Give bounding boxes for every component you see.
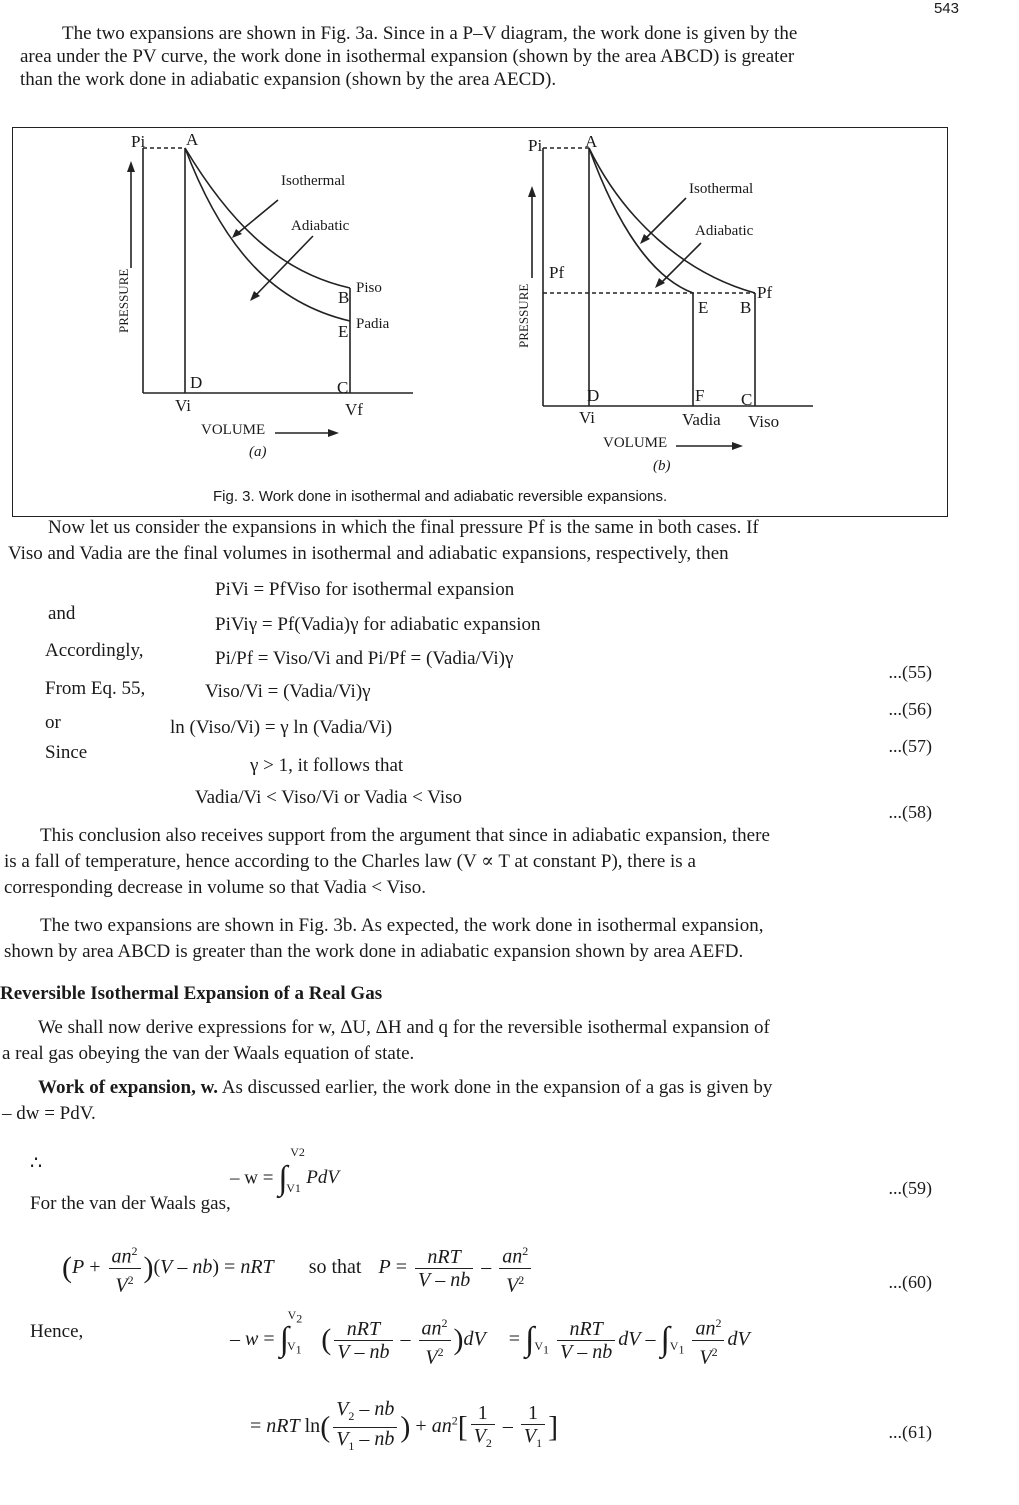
- figure-caption: Fig. 3. Work done in isothermal and adiabatic reversible expansions.: [213, 488, 668, 505]
- b-label-viso: Viso: [748, 412, 780, 431]
- para6-lead: Work of expansion, w.: [38, 1077, 219, 1098]
- b-label-B: B: [740, 298, 752, 317]
- b-label-F: F: [695, 386, 705, 405]
- a-label-vi: Vi: [175, 396, 191, 415]
- eq-56-number: ...(56): [888, 699, 932, 719]
- b-label-pressure: PRESSURE: [516, 283, 531, 348]
- eq-56: Viso/Vi = (Vadia/Vi)γ: [205, 681, 371, 702]
- b-adiabatic-curve: [589, 148, 693, 293]
- eq-61-number: ...(61): [888, 1422, 932, 1442]
- b-label-adiabatic: Adiabatic: [695, 223, 754, 239]
- eq59-upper: V2: [290, 1145, 305, 1160]
- eq-gamma: γ > 1, it follows that: [250, 755, 404, 776]
- a-iso-arrow: [238, 200, 278, 233]
- intro-line-3: than the work done in adiabatic expansion (shown by the area AECD).: [20, 69, 557, 90]
- eq-isothermal: PiVi = PfViso for isothermal expansion: [215, 579, 515, 600]
- para2-line-2: Viso and Vadia are the final volumes in isothermal and adiabatic expansions, respectively, then: [8, 543, 729, 564]
- eq60-sothat: so that: [308, 1255, 362, 1278]
- b-label-pf-left: Pf: [549, 263, 565, 282]
- eq-58-number: ...(58): [888, 802, 932, 822]
- a-label-padia: Padia: [356, 316, 390, 332]
- b-label-vadia: Vadia: [682, 410, 721, 429]
- a-label-vf: Vf: [345, 400, 363, 419]
- intro-line-2: area under the PV curve, the work done in isothermal expansion (shown by the area ABCD) is greater: [20, 46, 795, 67]
- a-label-volume: VOLUME: [201, 422, 266, 438]
- eq-57-number: ...(57): [888, 736, 932, 756]
- b-label-E: E: [698, 298, 709, 317]
- b-sublabel: (b): [653, 458, 671, 474]
- eq-58: Vadia/Vi < Viso/Vi or Vadia < Viso: [195, 787, 463, 808]
- figure-3: [12, 127, 948, 517]
- section-heading: Reversible Isothermal Expansion of a Real Gas: [0, 983, 383, 1004]
- eq59-lower: V1: [286, 1181, 301, 1196]
- eq-or: or: [45, 712, 61, 733]
- vdw-intro: For the van der Waals gas,: [30, 1193, 231, 1214]
- para6-text: As discussed earlier, the work done in the expansion of a gas is given by: [218, 1077, 773, 1098]
- a-label-A: A: [186, 130, 199, 149]
- para5-line-1: We shall now derive expressions for w, ΔU, ΔH and q for the reversible isothermal expansion of: [38, 1017, 770, 1038]
- eq59-body: PdV: [306, 1167, 339, 1189]
- eq-61-line-2: = nRT ln( $\frac{V_2 - nb}{V_1 - nb}$ ) + $an^2$[ $\frac{1}{V_2}$ – $\frac{1}{V_1}$ ]: [250, 1398, 559, 1453]
- b-label-A: A: [585, 132, 598, 151]
- eq59-lhs: – w =: [230, 1167, 274, 1189]
- eq-since: Since: [45, 742, 88, 763]
- a-label-C: C: [337, 378, 349, 397]
- eq59-integral-sign: ∫: [278, 1160, 288, 1197]
- eq-59: [230, 1145, 339, 1198]
- intro-line-1: The two expansions are shown in Fig. 3a. Since in a P–V diagram, the work done is given by the: [62, 23, 798, 44]
- eq-60-number: ...(60): [888, 1272, 932, 1292]
- a-pressure-arrowhead: [127, 161, 135, 172]
- eq-from55: From Eq. 55,: [45, 678, 146, 699]
- a-label-pi: Pi: [131, 132, 146, 151]
- eq-and: and: [48, 603, 76, 624]
- b-label-C: C: [741, 390, 753, 409]
- para4-line-2: shown by area ABCD is greater than the work done in adiabatic expansion shown by area AEFD.: [4, 941, 744, 962]
- a-volume-arrowhead: [328, 429, 339, 437]
- a-label-isothermal: Isothermal: [281, 173, 346, 189]
- b-volume-arrowhead: [732, 442, 743, 450]
- page-number: 543: [933, 0, 959, 17]
- b-pressure-arrowhead: [528, 186, 536, 197]
- a-label-pressure: PRESSURE: [116, 268, 131, 333]
- para5-line-2: a real gas obeying the van der Waals equation of state.: [2, 1043, 415, 1064]
- a-sublabel: (a): [249, 444, 267, 460]
- eq-accordingly: Accordingly,: [45, 640, 144, 661]
- eq-57: ln (Viso/Vi) = γ ln (Vadia/Vi): [170, 717, 393, 738]
- para3-line-1: This conclusion also receives support from the argument that since in adiabatic expansion, there: [40, 825, 770, 846]
- para6-line-2: – dw = PdV.: [2, 1103, 96, 1124]
- b-iso-arrow: [646, 198, 686, 238]
- a-label-D: D: [190, 373, 203, 392]
- a-label-adiabatic: Adiabatic: [291, 218, 350, 234]
- para4-line-1: The two expansions are shown in Fig. 3b. As expected, the work done in isothermal expansion,: [40, 915, 764, 936]
- eq-adiabatic: PiViγ = Pf(Vadia)γ for adiabatic expansion: [215, 614, 541, 635]
- b-label-volume: VOLUME: [603, 435, 668, 451]
- para3-line-3: corresponding decrease in volume so that Vadia < Viso.: [4, 877, 427, 898]
- para2-line-1: Now let us consider the expansions in which the final pressure Pf is the same in both cases. If: [48, 517, 759, 538]
- para3-line-2: is a fall of temperature, hence according to the Charles law (V ∝ T at constant P), there is a: [4, 851, 696, 872]
- b-label-pi: Pi: [528, 136, 543, 155]
- b-label-isothermal: Isothermal: [689, 181, 754, 197]
- figure-3-plots: [13, 128, 947, 516]
- para6-line-1: [38, 1076, 772, 1099]
- a-label-B: B: [338, 288, 350, 307]
- therefore-symbol: ∴: [30, 1153, 43, 1174]
- b-label-D: D: [587, 386, 600, 405]
- eq-55-number: ...(55): [888, 662, 932, 682]
- eq-59-number: ...(59): [888, 1178, 932, 1198]
- b-label-pf-right: Pf: [757, 283, 773, 302]
- eq-61-line-1: – $w = \int_{V_1}^{V_2}$ ( $\frac{\text{nRT}}{V - nb}$ – $\frac{an^2}{V^2}$ )$dV = \int_{V_1}$ $\frac{\text{nRT}}{V - nb}$ dV – $\int_{V_1}$ $\frac{an^2}{V^2}$ dV: [230, 1308, 750, 1369]
- eq-55: Pi/Pf = Viso/Vi and Pi/Pf = (Vadia/Vi)γ: [215, 648, 514, 669]
- b-label-vi: Vi: [579, 408, 595, 427]
- hence-label: Hence,: [30, 1321, 84, 1342]
- a-label-E: E: [338, 322, 349, 341]
- a-label-piso: Piso: [356, 280, 382, 296]
- eq-60: (P + $\frac{an^2}{V^2}$ )(V – nb) = nRT so that P = $\frac{\text{nRT}}{V - nb}$ – $\frac{an^2}{V^2}$: [62, 1240, 534, 1296]
- b-adia-arrow: [661, 243, 701, 283]
